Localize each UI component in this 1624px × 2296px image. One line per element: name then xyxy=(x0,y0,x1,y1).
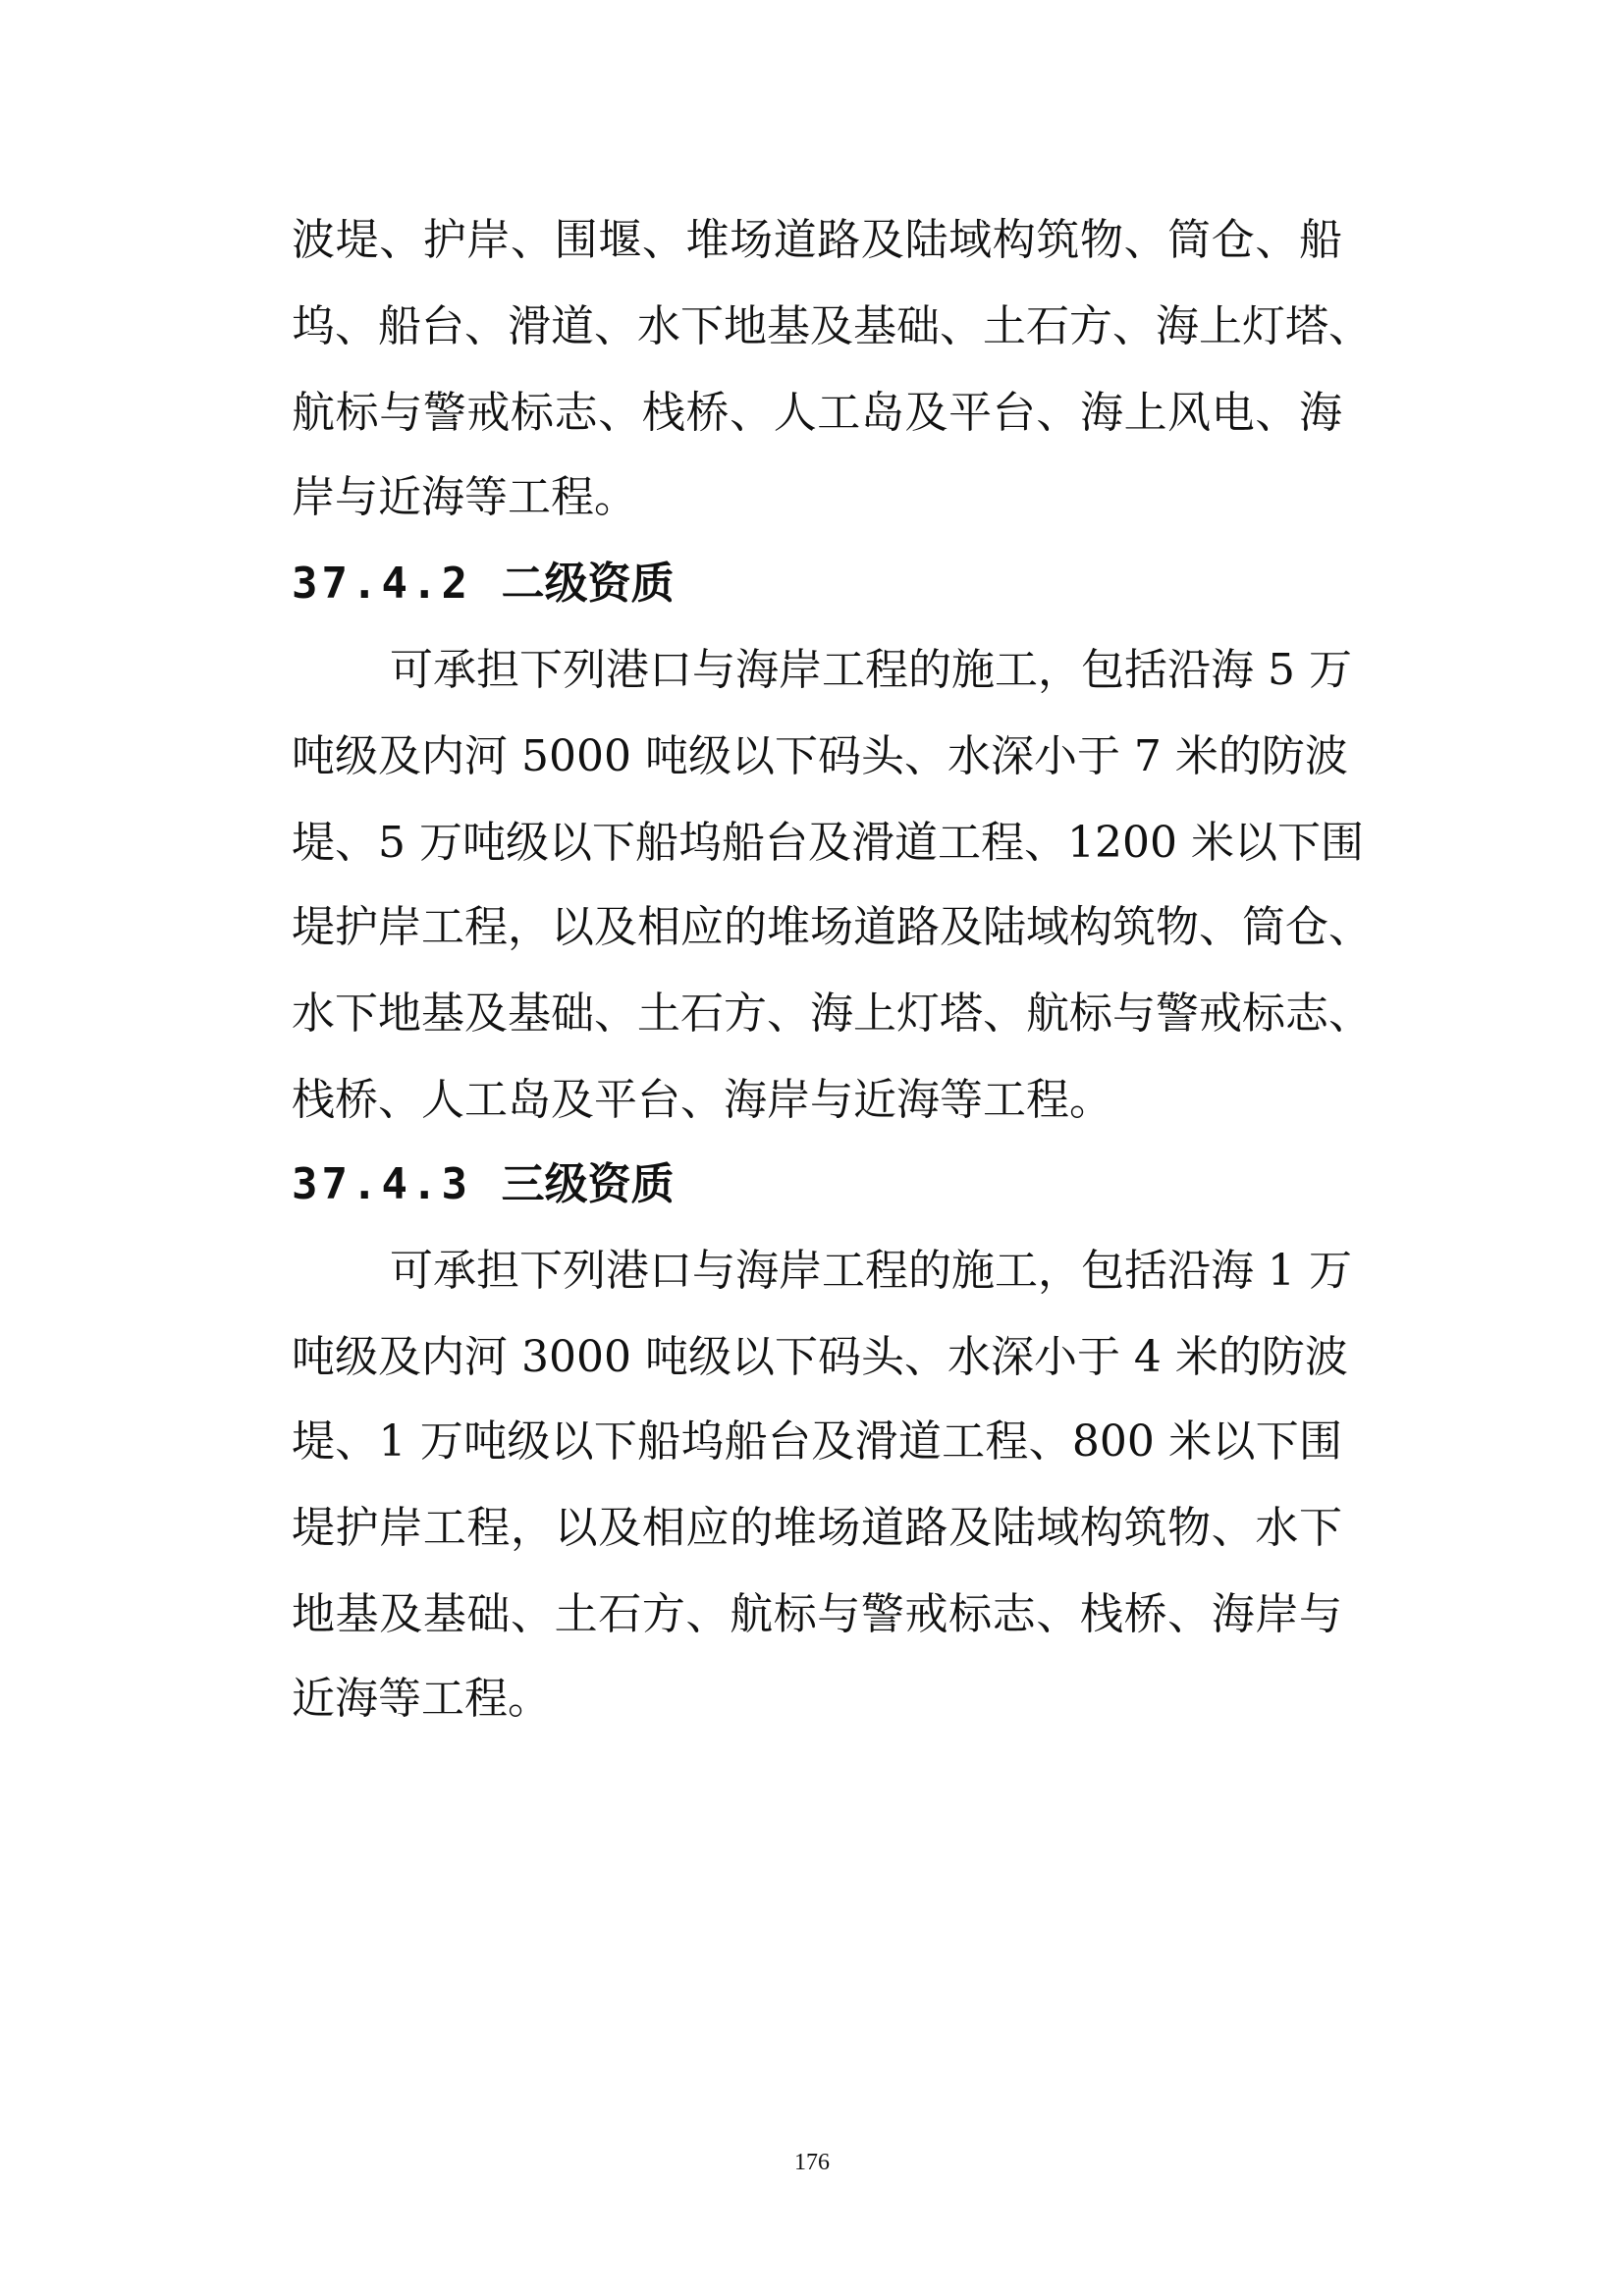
paragraph-line: 吨级及内河 3000 吨级以下码头、水深小于 4 米的防波 xyxy=(292,1332,1348,1382)
paragraph-line: 水下地基及基础、土石方、海上灯塔、航标与警戒标志、 xyxy=(292,988,1372,1039)
section-heading-37-4-3 xyxy=(292,1155,675,1214)
section-number: 37.4.3 xyxy=(292,1159,471,1209)
section-title: 三级资质 xyxy=(501,1159,675,1209)
paragraph-line: 栈桥、人工岛及平台、海岸与近海等工程。 xyxy=(292,1075,1112,1125)
paragraph-line: 可承担下列港口与海岸工程的施工，包括沿海 5 万 xyxy=(390,645,1352,695)
paragraph-line: 航标与警戒标志、栈桥、人工岛及平台、海上风电、海 xyxy=(292,388,1342,438)
section-title: 二级资质 xyxy=(501,559,675,609)
paragraph-line: 堤、1 万吨级以下船坞船台及滑道工程、800 米以下围 xyxy=(292,1416,1342,1467)
paragraph-line: 岸与近海等工程。 xyxy=(292,472,637,522)
section-number: 37.4.2 xyxy=(292,559,471,609)
paragraph-line: 堤、5 万吨级以下船坞船台及滑道工程、1200 米以下围 xyxy=(292,818,1364,868)
page-number: 176 xyxy=(794,2150,830,2175)
section-heading-37-4-2 xyxy=(292,555,675,614)
paragraph-line: 堤护岸工程，以及相应的堆场道路及陆域构筑物、水下 xyxy=(292,1503,1342,1553)
paragraph-line: 堤护岸工程，以及相应的堆场道路及陆域构筑物、筒仓、 xyxy=(292,902,1372,952)
paragraph-line: 可承担下列港口与海岸工程的施工，包括沿海 1 万 xyxy=(390,1246,1352,1296)
paragraph-line: 近海等工程。 xyxy=(292,1674,551,1724)
paragraph-line: 地基及基础、土石方、航标与警戒标志、栈桥、海岸与 xyxy=(292,1589,1342,1639)
paragraph-line: 坞、船台、滑道、水下地基及基础、土石方、海上灯塔、 xyxy=(292,301,1372,351)
paragraph-line: 吨级及内河 5000 吨级以下码头、水深小于 7 米的防波 xyxy=(292,731,1348,781)
paragraph-line: 波堤、护岸、围堰、堆场道路及陆域构筑物、筒仓、船 xyxy=(292,215,1342,265)
